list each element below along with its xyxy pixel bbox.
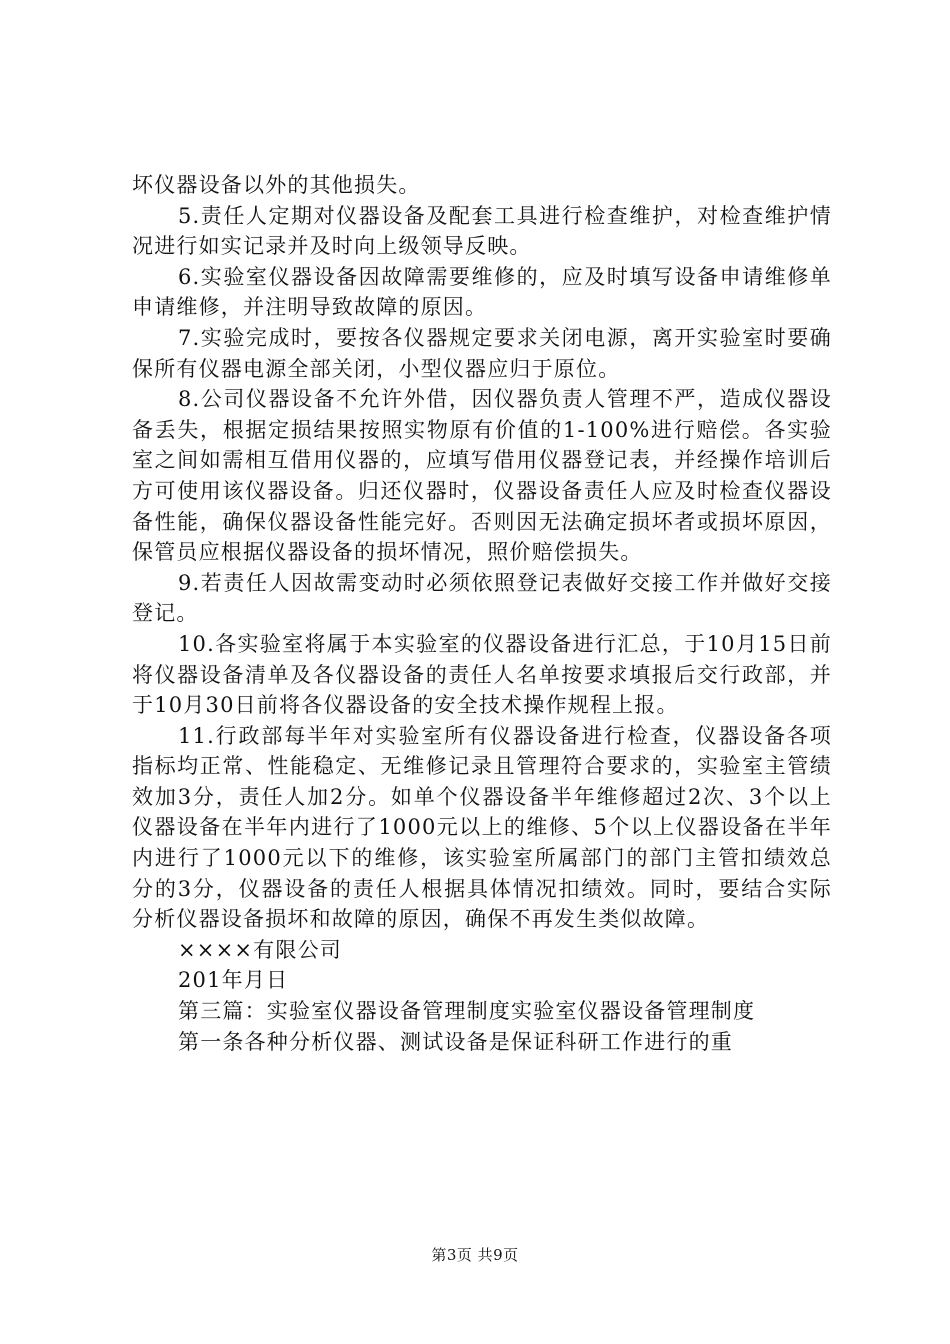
- paragraph: 坏仪器设备以外的其他损失。: [132, 173, 421, 197]
- document-body: [132, 170, 832, 1057]
- company-signature: ××××有限公司: [178, 937, 342, 962]
- paragraph: 7.实验完成时，要按各仪器规定要求关闭电源，离开实验室时要确保所有仪器电源全部关闭，小型仪器应归于原位。: [132, 325, 832, 381]
- page-footer: 第3页 共9页: [431, 1246, 519, 1264]
- paragraph: 8.公司仪器设备不允许外借，因仪器负责人管理不严，造成仪器设备丢失，根据定损结果按照实物原有价值的1-100%进行赔偿。各实验室之间如需相互借用仪器的，应填写借用仪器登记表，并经操作培训后方可使用该仪器设备。归还仪器时，仪器设备责任人应及时检查仪器设备性能，确保仪器设备性能完好。否则因无法确定损坏者或损坏原因，保管员应根据仪器设备的损坏情况，照价赔偿损失。: [132, 387, 832, 565]
- paragraph: 10.各实验室将属于本实验室的仪器设备进行汇总，于10月15日前将仪器设备清单及各仪器设备的责任人名单按要求填报后交行政部，并于10月30日前将各仪器设备的安全技术操作规程上报。: [132, 631, 832, 718]
- paragraph: 11.行政部每半年对实验室所有仪器设备进行检查，仪器设备各项指标均正常、性能稳定、无维修记录且管理符合要求的，实验室主管绩效加3分，责任人加2分。如单个仪器设备半年维修超过2次、3个以上仪器设备在半年内进行了1000元以上的维修、5个以上仪器设备在半年内进行了1000元以下的维修，该实验室所属部门的部门主管扣绩效总分的3分，仪器设备的责任人根据具体情况扣绩效。同时，要结合实际分析仪器设备损坏和故障的原因，确保不再发生类似故障。: [132, 723, 832, 932]
- section-heading: 第三篇：实验室仪器设备管理制度实验室仪器设备管理制度: [178, 999, 756, 1024]
- paragraph: 第一条各种分析仪器、测试设备是保证科研工作进行的重: [178, 1029, 733, 1054]
- signature-date: 201年月日: [178, 968, 289, 993]
- paragraph: 6.实验室仪器设备因故障需要维修的，应及时填写设备申请维修单申请维修，并注明导致故障的原因。: [132, 264, 832, 320]
- paragraph: 5.责任人定期对仪器设备及配套工具进行检查维护，对检查维护情况进行如实记录并及时向上级领导反映。: [132, 203, 832, 259]
- paragraph: 9.若责任人因故需变动时必须依照登记表做好交接工作并做好交接登记。: [132, 570, 832, 626]
